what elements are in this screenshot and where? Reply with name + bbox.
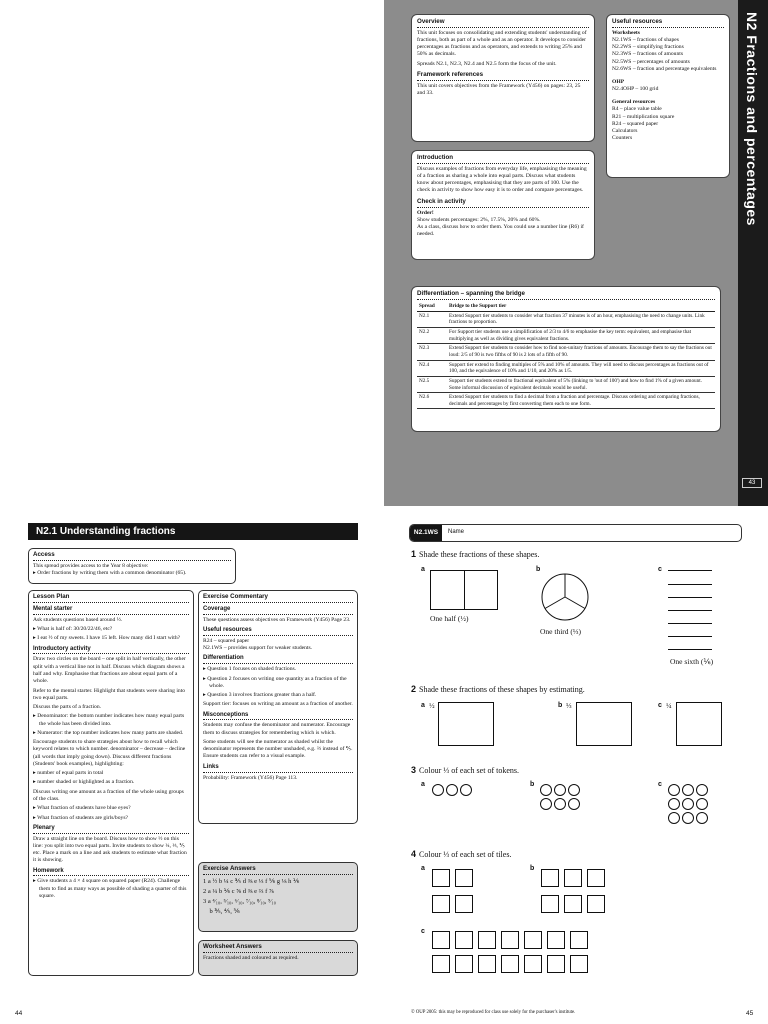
overview-heading: Overview — [417, 18, 589, 28]
table-row — [417, 393, 715, 409]
worksheet-code: N2.1WS — [410, 525, 442, 541]
check-in-line-1: Show students percentages: 2%, 17.5%, 20% and 60%. — [417, 216, 541, 223]
page-number: 45 — [746, 1010, 754, 1017]
copyright-footer: © OUP 2005: this may be reproduced for class use solely for the purchaser's institute. — [411, 1010, 576, 1015]
overview-text: This unit focuses on consolidating and extending students' understanding of fractions, both as part of a whole and as an operator. It develops to consider percentages as fractions and as operators, and extends to writing 25% and 50% as decimals. — [417, 29, 587, 58]
overview-card — [411, 14, 595, 142]
ohp-label: OHP — [612, 78, 625, 85]
exercise-commentary-heading: Exercise Commentary — [203, 593, 353, 603]
rectangle-shape — [438, 702, 494, 746]
general-resource-item: R24 – squared paper — [612, 120, 659, 127]
part-label: b — [530, 781, 535, 788]
differentiation-bullet: ▸ Question 1 focuses on shaded fractions. — [203, 666, 297, 673]
check-in-heading: Check in activity — [417, 198, 589, 208]
links-text: Probability: Framework (Y456) Page 113. — [203, 774, 298, 781]
misconceptions-heading: Misconceptions — [203, 712, 353, 721]
tile[interactable] — [501, 931, 519, 949]
token[interactable] — [668, 784, 680, 796]
coverage-heading: Coverage — [203, 606, 353, 615]
differentiation-bullet: ▸ Question 3 involves fractions greater than a half. — [203, 692, 317, 699]
spread-cell: N2.5 — [417, 376, 447, 392]
tile[interactable] — [455, 895, 473, 913]
intro-paragraph: Draw two circles on the board – one split in half vertically, the other split with a vertical line not in half. Discuss which diagram shows a half and why. Emphasise that fractions are about equal parts of a whole. — [33, 656, 186, 685]
token[interactable] — [696, 798, 708, 810]
answer-line: 3 a ⁴⁄₁₀, ⁵⁄₁₀, ⁶⁄₁₀, ⁷⁄₁₀, ⁸⁄₁₀, ⁹⁄₁₀ — [203, 898, 276, 906]
question-1 — [411, 549, 539, 559]
tile[interactable] — [432, 869, 450, 887]
tile[interactable] — [432, 895, 450, 913]
tile[interactable] — [570, 955, 588, 973]
differentiation-table — [417, 302, 715, 410]
worksheet-answers-heading: Worksheet Answers — [203, 943, 353, 953]
divider-line — [668, 636, 712, 637]
tile[interactable] — [564, 869, 582, 887]
part-label: c — [658, 702, 662, 709]
differentiation-heading: Differentiation — [203, 655, 353, 664]
answer-line: b ⅗, ⅘, ⅚ — [203, 908, 240, 916]
tile[interactable] — [564, 895, 582, 913]
page-number: 43 — [742, 478, 762, 488]
sixths-lines-shape — [668, 570, 712, 650]
question-text: Shade these fractions of these shapes. — [419, 550, 540, 559]
misconception-text: Some students will see the numerator as shaded whilst the denominator represents the number unshaded, e.g. ⅔ instead of ⅖. Ensure students can refer to a visual example. — [203, 738, 353, 760]
intro-bullet: ▸ number of equal parts in total — [33, 770, 104, 777]
useful-resources-heading: Useful resources — [612, 18, 724, 28]
part-label: c — [658, 566, 662, 573]
worksheet-answers-text: Fractions shaded and coloured as required. — [203, 955, 299, 962]
general-resource-item: Calculators — [612, 127, 638, 134]
table-row — [417, 360, 715, 376]
divider-line — [464, 571, 465, 609]
spread-cell: N2.3 — [417, 344, 447, 360]
spread-cell: N2.1 — [417, 311, 447, 327]
tile[interactable] — [478, 955, 496, 973]
links-heading: Links — [203, 764, 353, 773]
answer-line: 2 a ¼ b ⅙ c ⅝ d ⅜ e ⅔ f ⅞ — [203, 888, 274, 896]
bridge-cell: Support tier extend to finding multiples of 5% and 10% of amounts. They will need to discuss percentages as fractions out of 100, and the equivalence of 10% and 1/10, and 20% as 1/5. — [447, 360, 715, 376]
general-resources-label: General resources — [612, 99, 656, 106]
token[interactable] — [682, 812, 694, 824]
part-label: a — [421, 566, 425, 573]
token[interactable] — [682, 798, 694, 810]
homework-text: ▸ Give students a 4 × 4 square on squared paper (R24). Challenge them to find as many ways as possible of shading a quarter of this square. — [33, 878, 187, 899]
intro-bullet: ▸ What fraction of students have blue eyes? — [33, 805, 131, 812]
worksheet-item: N2.1WS – fractions of shapes — [612, 37, 679, 44]
intro-paragraph: Discuss the parts of a fraction. — [33, 704, 102, 711]
intro-paragraph: Encourage students to share strategies about how to recall which keyword relates to which number. denominator – decrease – decline (all words that imply going down). Discuss different fractions (Students' book examples), highlighting: — [33, 739, 186, 767]
lesson-plan-heading: Lesson Plan — [33, 593, 189, 603]
divider-line — [668, 610, 712, 611]
column-header-spread: Spread — [417, 302, 447, 311]
shape-caption: One third (⅓) — [540, 627, 582, 636]
spread-title: N2.1 Understanding fractions — [28, 523, 358, 540]
token[interactable] — [696, 812, 708, 824]
ohp-item: N2.4OHP – 100 grid — [612, 86, 659, 93]
part-label: c — [658, 781, 662, 788]
differentiation-support: Support tier: focuses on writing an amount as a fraction of another. — [203, 701, 353, 708]
token[interactable] — [540, 784, 552, 796]
tile[interactable] — [455, 955, 473, 973]
tile[interactable] — [524, 955, 542, 973]
general-resource-item: R4 – place value table — [612, 106, 662, 113]
question-number: 3 — [411, 765, 417, 775]
plenary-text: Draw a straight line on the board. Discuss how to show ½ on this line: you split into two equal parts. Invite students to show ¼, ⅓, ⅕ etc. Place a mark on a line and ask students to estimate what fraction it is showing. — [33, 835, 187, 864]
table-row — [417, 376, 715, 392]
shape-caption: One half (½) — [430, 614, 469, 623]
unit-sidebar-tab — [738, 0, 768, 506]
token[interactable] — [540, 798, 552, 810]
plenary-heading: Plenary — [33, 825, 189, 834]
token[interactable] — [696, 784, 708, 796]
question-2 — [411, 684, 585, 694]
tile[interactable] — [570, 931, 588, 949]
column-header-bridge: Bridge to the Support tier — [447, 302, 715, 311]
tile[interactable] — [541, 869, 559, 887]
worksheets-label: Worksheets — [612, 29, 640, 36]
bridge-cell: Support tier students extend to fractional equivalent of 5% (linking to 'out of 100') and how to find 1% of a given amount. Some informal discussion of equivalent decimals would be useful. — [447, 376, 715, 392]
introduction-card — [411, 150, 595, 260]
exercise-answers-panel — [198, 862, 358, 932]
question-number: 4 — [411, 849, 417, 859]
name-label: Name — [448, 529, 465, 535]
question-number: 2 — [411, 684, 417, 694]
intro-paragraph: Refer to the mental starter. Highlight that students were sharing into two equal parts. — [33, 687, 186, 701]
resource-line: R24 – squared paper — [203, 637, 250, 644]
worksheet-item: N2.3WS – fractions of amounts — [612, 51, 683, 58]
introductory-activity-heading: Introductory activity — [33, 646, 189, 655]
mental-starter-heading: Mental starter — [33, 606, 189, 615]
token[interactable] — [668, 798, 680, 810]
target-fraction: ⅓ — [566, 701, 572, 710]
circle-thirds-shape — [540, 572, 590, 622]
part-label: a — [421, 865, 425, 872]
question-number: 1 — [411, 549, 417, 559]
token[interactable] — [554, 798, 566, 810]
bridge-cell: Extend Support tier students to consider what fraction 37 minutes is of an hour, emphasising the need to change units. Link fractions to proportion. — [447, 311, 715, 327]
bridge-cell: Extend Support tier students to consider how to find non-unitary fractions of amounts. Encourage them to say the fractions out loud: 2/5 of 90 is two fifths of 90 is 2 lots of a fifth of 90. — [447, 344, 715, 360]
token[interactable] — [668, 812, 680, 824]
tile[interactable] — [587, 895, 605, 913]
check-in-line-2: As a class, discuss how to order them. You could use a number line (R6) if needed. — [417, 223, 584, 237]
introduction-heading: Introduction — [417, 154, 589, 164]
exercise-answers-heading: Exercise Answers — [203, 865, 353, 875]
divider-line — [668, 584, 712, 585]
question-text: Colour ⅓ of each set of tiles. — [419, 850, 512, 859]
question-text: Shade these fractions of these shapes by estimating. — [419, 685, 585, 694]
rectangle-shape — [576, 702, 632, 746]
lesson-plan-panel — [28, 590, 194, 976]
overview-spreads: Spreads N2.1, N2.3, N2.4 and N2.5 form the focus of the unit. — [417, 60, 557, 67]
useful-resources-heading: Useful resources — [203, 627, 353, 636]
token[interactable] — [568, 798, 580, 810]
token[interactable] — [682, 784, 694, 796]
differentiation-bullet: ▸ Question 2 focuses on writing one quantity as a fraction of the whole. — [203, 675, 347, 689]
mental-starter-line: Ask students questions based around ½. — [33, 616, 123, 623]
bridge-cell: For Support tier students use a simplification of 2/3 to 4/6 to emphasise the key term: equivalent, and emphasise that multiplying as well as dividing gives equivalent fractions. — [447, 327, 715, 343]
tile[interactable] — [432, 955, 450, 973]
table-row — [417, 311, 715, 327]
spread-cell: N2.4 — [417, 360, 447, 376]
homework-heading: Homework — [33, 868, 189, 877]
target-fraction: ½ — [429, 701, 435, 710]
tile[interactable] — [587, 869, 605, 887]
divider-line — [668, 623, 712, 624]
shape-caption: One sixth (⅙) — [670, 657, 714, 666]
framework-text: This unit covers objectives from the Framework (Y456) on pages: 23, 25 and 33. — [417, 82, 581, 96]
target-fraction: ¼ — [666, 701, 672, 710]
general-resource-item: Counters — [612, 134, 633, 141]
resource-line: N2.1WS – provides support for weaker students. — [203, 645, 313, 652]
intro-bullet: ▸ What fraction of students are girls/boys? — [33, 814, 128, 821]
differentiation-heading: Differentiation – spanning the bridge — [417, 290, 715, 300]
part-label: b — [530, 865, 535, 872]
tile[interactable] — [547, 955, 565, 973]
part-label: c — [421, 928, 425, 935]
rectangle-shape — [676, 702, 722, 746]
answer-line: 1 a ½ b ¼ c ⅗ d ⅜ e ⅓ f ⅚ g ⅛ h ⅙ — [203, 878, 300, 886]
part-label: b — [536, 566, 541, 573]
divider-line — [668, 597, 712, 598]
tile[interactable] — [524, 931, 542, 949]
token[interactable] — [568, 784, 580, 796]
access-line: This spread provides access to the Year 8 objective: — [33, 563, 149, 570]
access-heading: Access — [33, 551, 231, 561]
question-3 — [411, 765, 519, 775]
rectangle-shape — [430, 570, 498, 610]
part-label: a — [421, 702, 425, 709]
intro-bullet: ▸ number shaded or highlighted as a fraction. — [33, 779, 135, 786]
question-4 — [411, 849, 511, 859]
table-header-row — [417, 302, 715, 311]
tile[interactable] — [455, 869, 473, 887]
framework-heading: Framework references — [417, 71, 589, 81]
token[interactable] — [554, 784, 566, 796]
token[interactable] — [460, 784, 472, 796]
check-in-text — [417, 217, 589, 238]
tile[interactable] — [432, 931, 450, 949]
worksheet-item: N2.5WS – percentages of amounts — [612, 58, 690, 65]
tile[interactable] — [455, 931, 473, 949]
unit-title: N2 Fractions and percentages — [744, 12, 760, 226]
part-label: a — [421, 781, 425, 788]
table-row — [417, 344, 715, 360]
intro-paragraph: Discuss writing one amount as a fraction of the whole using groups of the class. — [33, 788, 184, 802]
mental-starter-bullet: ▸ I eat ½ of my sweets. I have 15 left. How many did I start with? — [33, 635, 181, 642]
mental-starter-bullet: ▸ What is half of: 30/20/22/46, etc? — [33, 626, 113, 633]
worksheet-item: N2.2WS – simplifying fractions — [612, 44, 684, 51]
useful-resources-card — [606, 14, 730, 178]
intro-bullet: ▸ Denominator: the bottom number indicates how many equal parts the whole has been divided into. — [33, 713, 185, 727]
general-resource-item: R21 – multiplication square — [612, 113, 675, 120]
introduction-text: Discuss examples of fractions from everyday life, emphasising the meaning of a fraction as sharing a whole into equal parts. Discuss what students know about percentages, emphasising that they are parts of 100. Use the check in activity to show how easy it is to order and compare percentages. — [417, 165, 587, 194]
exercise-commentary-panel — [198, 590, 358, 824]
access-panel — [28, 548, 236, 584]
order-label: Order! — [417, 209, 434, 216]
tile[interactable] — [541, 895, 559, 913]
coverage-text: These questions assess objectives on Framework (Y456) Page 23. — [203, 616, 351, 623]
question-text: Colour ⅓ of each set of tokens. — [419, 766, 519, 775]
tile[interactable] — [547, 931, 565, 949]
worksheet-item: N2.6WS – fraction and percentage equivalents — [612, 65, 717, 72]
worksheet-answers-panel — [198, 940, 358, 976]
spread-cell: N2.6 — [417, 393, 447, 409]
page-number: 44 — [15, 1010, 23, 1017]
tile[interactable] — [501, 955, 519, 973]
worksheet-name-bar — [409, 524, 742, 542]
tile[interactable] — [478, 931, 496, 949]
table-row — [417, 327, 715, 343]
bridge-cell: Extend Support tier students to find a decimal from a fraction and percentage. Discuss ordering and comparing fractions, decimals and percentages by first converting them each to one form. — [447, 393, 715, 409]
token[interactable] — [446, 784, 458, 796]
token[interactable] — [432, 784, 444, 796]
part-label: b — [558, 702, 563, 709]
differentiation-card — [411, 286, 721, 432]
intro-bullet: ▸ Numerator: the top number indicates how many parts are shaded. — [33, 729, 184, 736]
spread-cell: N2.2 — [417, 327, 447, 343]
access-objective: ▸ Order fractions by writing them with a common denominator (65). — [33, 570, 187, 577]
misconception-text: Students may confuse the denominator and numerator. Encourage them to discuss strategies for remembering which is which. — [203, 722, 351, 736]
